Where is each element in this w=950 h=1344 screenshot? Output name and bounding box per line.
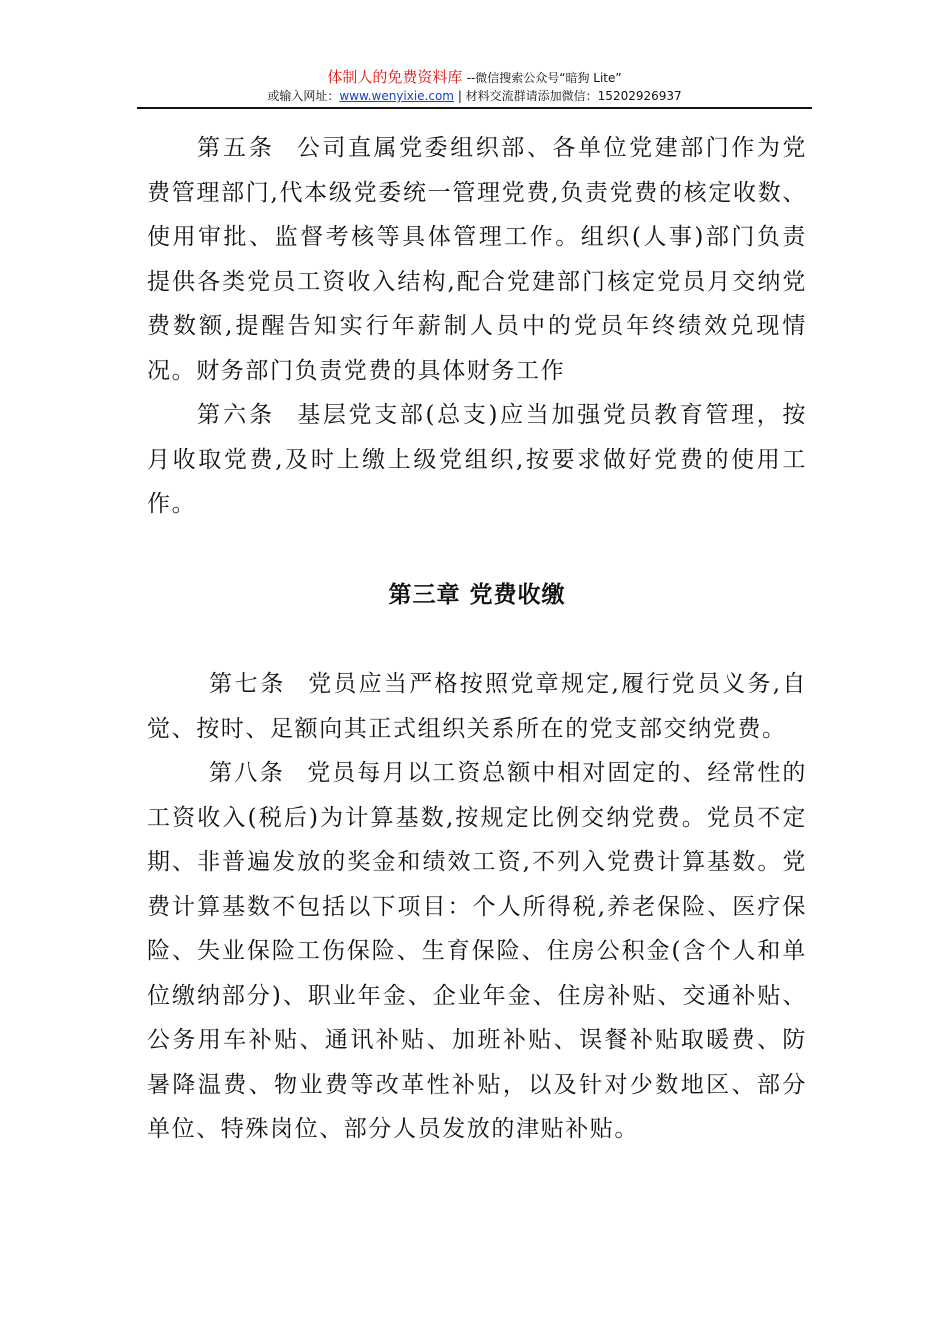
article-6 xyxy=(147,393,807,527)
header-brand: 体制人的免费资料库 xyxy=(327,68,463,86)
article-text: 公司直属党委组织部、各单位党建部门作为党费管理部门,代本级党委统一管理党费,负责党费的核定收数、使用审批、监督考核等具体管理工作。组织(人事)部门负责提供各类党员工资收入结构,配合党建部门核定党员月交纳党费数额,提醒告知实行年薪制人员中的党员年终绩效兑现情况。财务部门负责党费的具体财务工作 xyxy=(147,135,808,384)
article-5 xyxy=(147,126,807,393)
header-contact-line xyxy=(137,88,812,105)
article-text: 基层党支部(总支)应当加强党员教育管理，按月收取党费,及时上缴上级党组织,按要求做好党费的使用工作。 xyxy=(147,402,808,517)
article-number: 第六条 xyxy=(197,402,276,428)
section-chapter-3 xyxy=(147,662,807,1152)
header-title-line xyxy=(137,68,812,88)
header-subtitle: --微信搜索公众号“暗狗 Lite” xyxy=(466,71,622,85)
article-number: 第五条 xyxy=(197,135,275,161)
article-number: 第八条 xyxy=(209,760,286,786)
header-divider xyxy=(137,107,812,109)
article-number: 第七条 xyxy=(209,671,287,697)
article-text: 党员应当严格按照党章规定,履行党员义务,自觉、按时、足额向其正式组织关系所在的党支部交纳党费。 xyxy=(147,671,807,742)
article-text: 党员每月以工资总额中相对固定的、经常性的工资收入(税后)为计算基数,按规定比例交纳党费。党员不定期、非普遍发放的奖金和绩效工资,不列入党费计算基数。党费计算基数不包括以下项目：个人所得税,养老保险、医疗保险、失业保险工伤保险、生育保险、住房公积金(含个人和单位缴纳部分)、职业年金、企业年金、住房补贴、交通补贴、公务用车补贴、通讯补贴、加班补贴、误餐补贴取暖费、防暑降温费、物业费等改革性补贴，以及针对少数地区、部分单位、特殊岗位、部分人员发放的津贴补贴。 xyxy=(147,760,808,1142)
header-wechat-info: | 材料交流群请添加微信：15202926937 xyxy=(454,89,682,103)
article-7 xyxy=(147,662,807,751)
header-url-prefix: 或输入网址： xyxy=(267,89,340,103)
article-8 xyxy=(147,751,807,1152)
section-before-chapter xyxy=(147,126,807,527)
chapter-heading: 第三章 党费收缴 xyxy=(388,582,566,608)
page-header xyxy=(137,68,812,105)
website-link[interactable]: www.wenyixie.com xyxy=(339,89,454,103)
